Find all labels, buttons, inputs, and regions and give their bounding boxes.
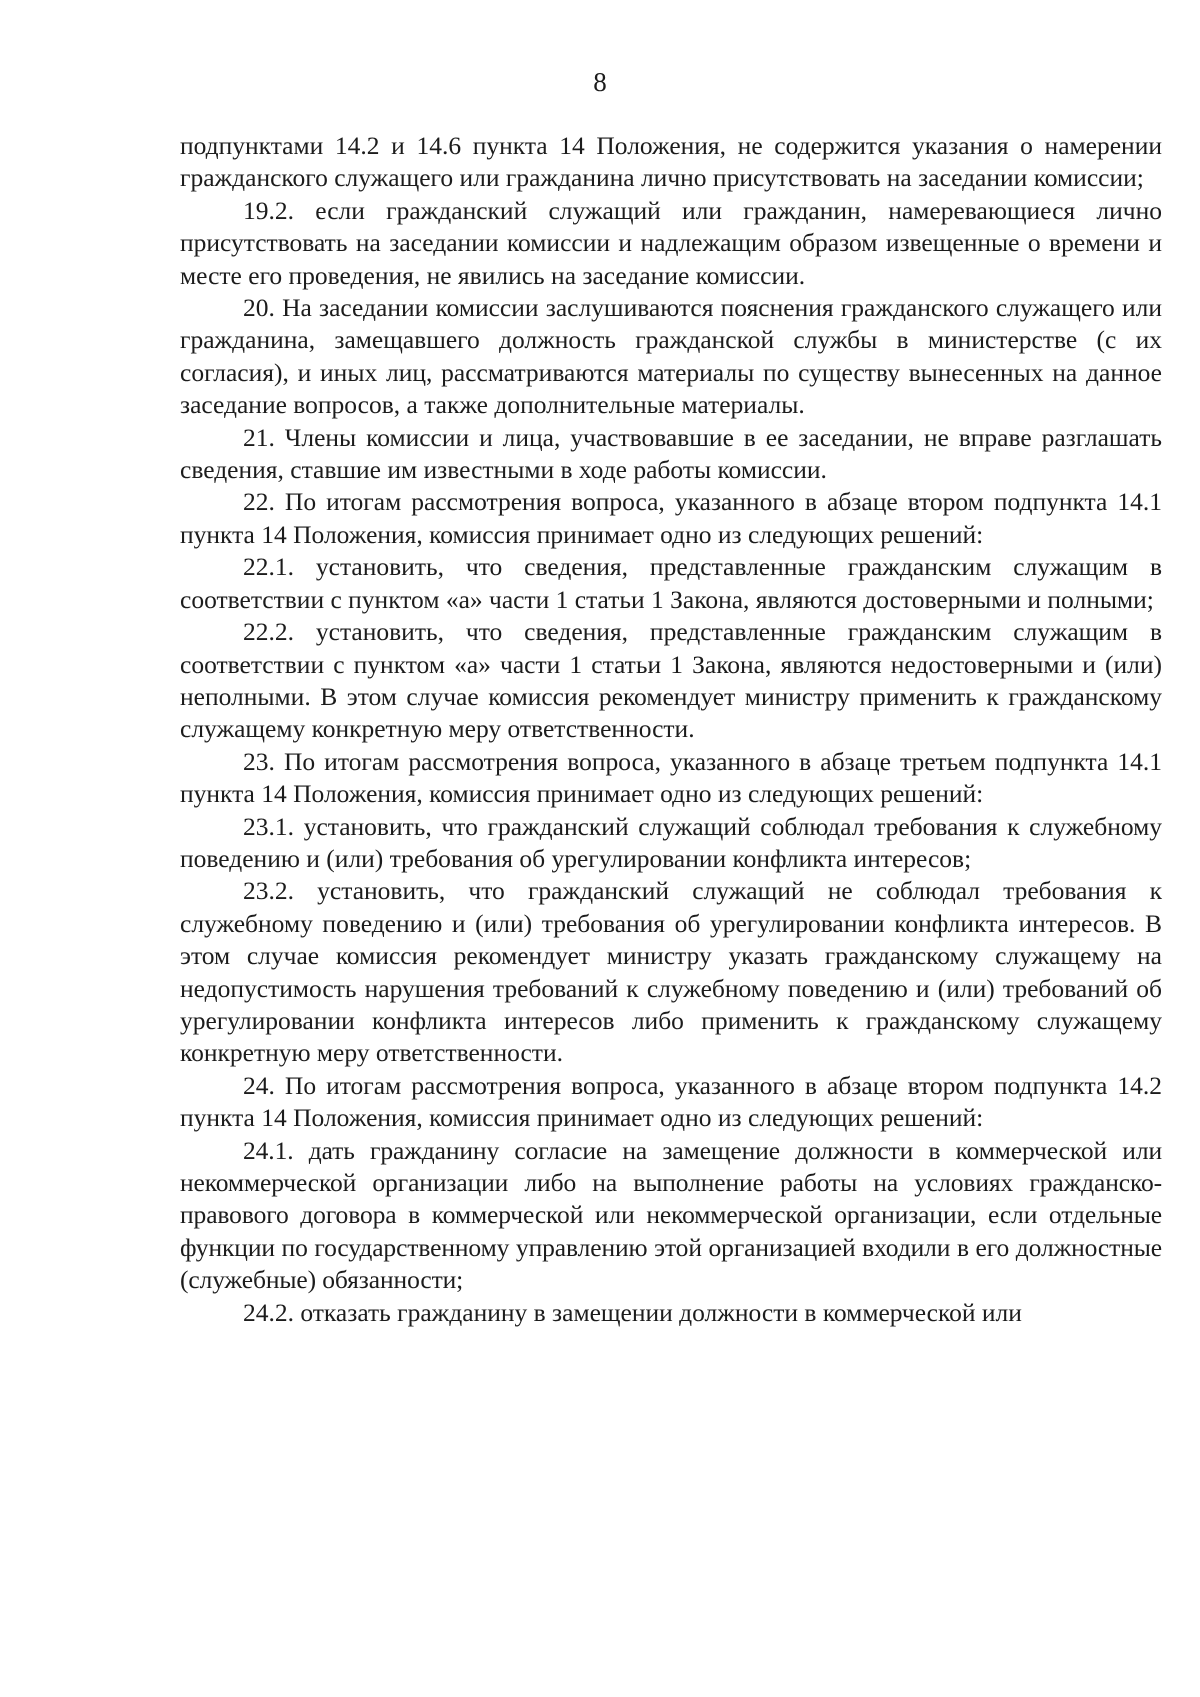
paragraph-19-1-continuation: подпунктами 14.2 и 14.6 пункта 14 Положения, не содержится указания о намерении гражданского служащего или гражданина лично присутствовать на заседании комиссии;	[180, 131, 1162, 193]
paragraph-20: 20. На заседании комиссии заслушиваются пояснения гражданского служащего или гражданина, замещавшего должность гражданской службы в министерстве (с их согласия), и иных лиц, рассматриваются материалы по существу вынесенных на данное заседание вопросов, а также дополнительные материалы.	[180, 293, 1162, 420]
paragraph-22-1: 22.1. установить, что сведения, представленные гражданским служащим в соответствии с пунктом «а» части 1 статьи 1 Закона, являются достоверными и полными;	[180, 552, 1162, 614]
paragraph-22-2: 22.2. установить, что сведения, представленные гражданским служащим в соответствии с пунктом «а» части 1 статьи 1 Закона, являются недостоверными и (или) неполными. В этом случае комиссия рекомендует министру применить к гражданскому служащему конкретную меру ответственности.	[180, 617, 1162, 744]
paragraph-21: 21. Члены комиссии и лица, участвовавшие в ее заседании, не вправе разглашать сведения, ставшие им известными в ходе работы комиссии.	[180, 422, 1162, 485]
document-body	[180, 130, 1162, 1329]
paragraph-24-1: 24.1. дать гражданину согласие на замещение должности в коммерческой или некоммерческой организации либо на выполнение работы на условиях гражданско-правового договора в коммерческой или некоммерческой организации, если отдельные функции по государственному управлению этой организацией входили в его должностные (служебные) обязанности;	[180, 1135, 1162, 1295]
paragraph-24: 24. По итогам рассмотрения вопроса, указанного в абзаце втором подпункта 14.2 пункта 14 Положения, комиссия принимает одно из следующих решений:	[180, 1070, 1162, 1133]
page-number: 8	[593, 67, 607, 97]
paragraph-24-2: 24.2. отказать гражданину в замещении должности в коммерческой или	[243, 1297, 1022, 1327]
paragraph-19-2: 19.2. если гражданский служащий или гражданин, намеревающиеся лично присутствовать на заседании комиссии и надлежащим образом извещенные о времени и месте его проведения, не явились на заседание комиссии.	[180, 195, 1162, 290]
paragraph-23-1: 23.1. установить, что гражданский служащий соблюдал требования к служебному поведению и (или) требования об урегулировании конфликта интересов;	[180, 811, 1162, 873]
paragraph-23-2: 23.2. установить, что гражданский служащий не соблюдал требования к служебному поведению и (или) требования об урегулировании конфликта интересов. В этом случае комиссия рекомендует министру указать гражданскому служащему на недопустимость нарушения требований к служебному поведению и (или) требований об урегулировании конфликта интересов либо применить к гражданскому служащему конкретную меру ответственности.	[180, 876, 1162, 1068]
paragraph-23: 23. По итогам рассмотрения вопроса, указанного в абзаце третьем подпункта 14.1 пункта 14 Положения, комиссия принимает одно из следующих решений:	[180, 746, 1162, 809]
paragraph-22: 22. По итогам рассмотрения вопроса, указанного в абзаце втором подпункта 14.1 пункта 14 Положения, комиссия принимает одно из следующих решений:	[180, 487, 1162, 549]
